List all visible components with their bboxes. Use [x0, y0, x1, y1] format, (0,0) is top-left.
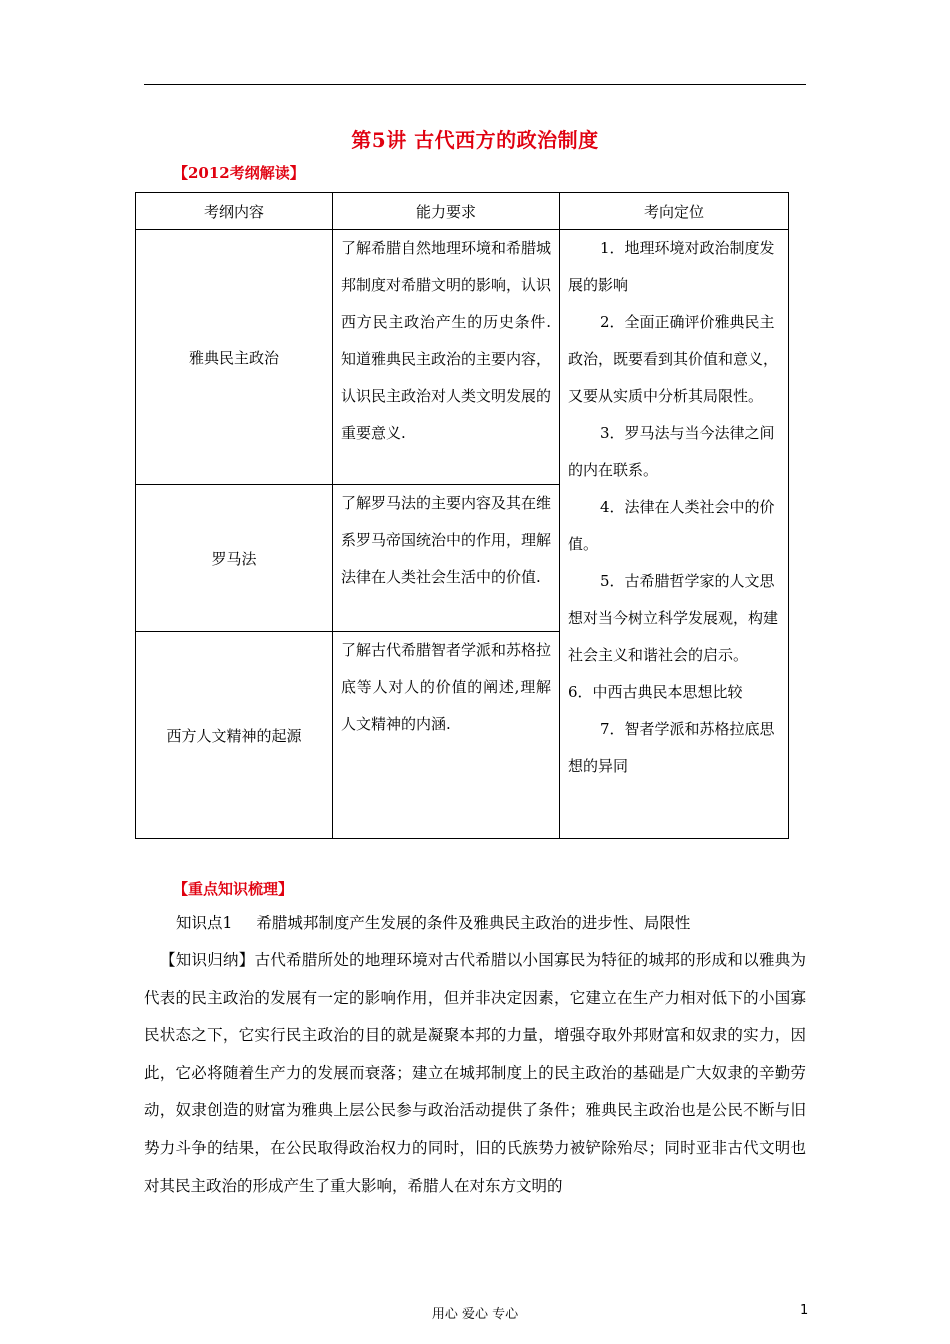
paragraph-text: 古代希腊所处的地理环境对古代希腊以小国寡民为特征的城邦的形成和以雅典为代表的民主政治的发展有一定的影响作用，但并非决定因素，它建立在生产力相对低下的小国寡民状态之下，它实行民主政治的目的就是凝聚本邦的力量，增强夺取外邦财富和奴隶的实力，因此，它必将随着生产力的发展而衰落；建立在城邦制度上的民主政治的基础是广大奴隶的辛勤劳动，奴隶创造的财富为雅典上层公民参与政治活动提供了条件；雅典民主政治也是公民不断与旧势力斗争的结果，在公民取得政治权力的同时，旧的氏族势力被铲除殆尽；同时亚非古代文明也对其民主政治的形成产生了重大影响，希腊人在对东方文明的 — [144, 951, 806, 1195]
knowledge-paragraph — [144, 942, 806, 1205]
topic-cell: 西方人文精神的起源 — [136, 632, 333, 839]
direction-item: 2．全面正确评价雅典民主政治，既要看到其价值和意义，又要从实质中分析其局限性。 — [568, 313, 779, 405]
direction-cell — [560, 230, 789, 839]
knowledge-point-line — [144, 905, 806, 942]
ability-cell — [333, 632, 560, 839]
header-rule — [144, 84, 806, 85]
ability-text: 了解古代希腊智者学派和苏格拉底等人对人的价值的阐述,理解人文精神的内涵. — [341, 641, 552, 733]
ability-cell — [333, 230, 560, 485]
header-outline-content: 考纲内容 — [136, 193, 333, 230]
knowledge-point-number: 知识点1 — [176, 914, 233, 932]
page-number: 1 — [800, 1303, 809, 1318]
ability-cell — [333, 485, 560, 632]
knowledge-point-title: 希腊城邦制度产生发展的条件及雅典民主政治的进步性、局限性 — [256, 914, 691, 932]
table-header-row — [136, 193, 789, 230]
section-label-knowledge: 【重点知识梳理】 — [173, 880, 294, 898]
paragraph-tag: 【知识归纳】 — [160, 951, 255, 969]
direction-item: 1．地理环境对政治制度发展的影响 — [568, 239, 775, 294]
page-title: 第5讲 古代西方的政治制度 — [351, 128, 599, 152]
ability-text: 了解希腊自然地理环境和希腊城邦制度对希腊文明的影响，认识西方民主政治产生的历史条件.知道雅典民主政治的主要内容，认识民主政治对人类文明发展的重要意义. — [341, 239, 552, 442]
topic-cell: 罗马法 — [136, 485, 333, 632]
topic-cell: 雅典民主政治 — [136, 230, 333, 485]
outline-table — [135, 192, 789, 839]
table-row — [136, 230, 789, 485]
direction-list — [560, 230, 788, 785]
direction-item: 7．智者学派和苏格拉底思想的异同 — [568, 720, 775, 775]
section-label-outline: 【2012考纲解读】 — [173, 164, 305, 182]
page-footer: 用心 爱心 专心 — [431, 1307, 519, 1322]
header-ability-requirement: 能力要求 — [333, 193, 560, 230]
direction-item: 4．法律在人类社会中的价值。 — [568, 498, 775, 553]
ability-text: 了解罗马法的主要内容及其在维系罗马帝国统治中的作用，理解法律在人类社会生活中的价值. — [341, 494, 552, 586]
direction-item: 5．古希腊哲学家的人文思想对当今树立科学发展观，构建社会主义和谐社会的启示。 6．中西古典民本思想比较 — [568, 572, 779, 701]
header-direction: 考向定位 — [560, 193, 789, 230]
body-text — [144, 905, 806, 1205]
direction-item: 3．罗马法与当今法律之间的内在联系。 — [568, 424, 775, 479]
